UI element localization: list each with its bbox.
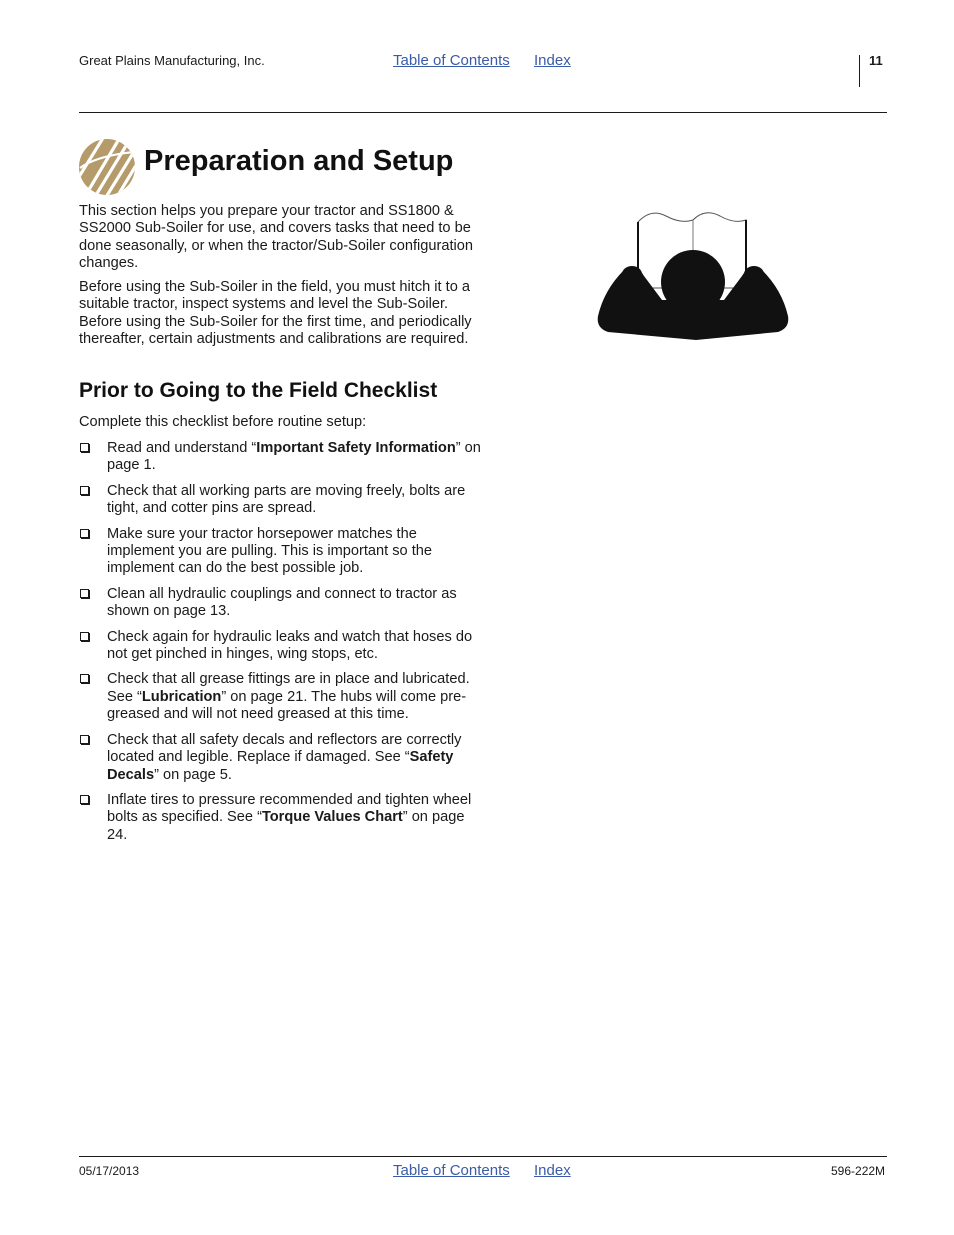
- checklist-item: Clean all hydraulic couplings and connect to tractor as shown on page 13.: [79, 586, 481, 621]
- checklist-item: Check that all safety decals and reflectors are correctly located and legible. Replace if damaged. See “Safety Decals” on page 5.: [79, 732, 481, 784]
- footer-rule: [79, 1156, 887, 1157]
- header-rule: [79, 112, 887, 113]
- footer-index-link[interactable]: Index: [534, 1162, 571, 1179]
- checkbox-icon: [80, 795, 89, 804]
- intro-paragraph-1: [79, 203, 481, 273]
- checklist: [79, 440, 481, 852]
- person-reading-manual-icon: [596, 204, 790, 342]
- checklist-item: Make sure your tractor horsepower matches the implement you are pulling. This is important so the implement can do the best possible job.: [79, 526, 481, 578]
- great-plains-logo-icon: [78, 138, 136, 196]
- footer-table-of-contents-link[interactable]: Table of Contents: [393, 1162, 510, 1179]
- intro-paragraph-2: [79, 279, 481, 349]
- checklist-item: Read and understand “Important Safety Information” on page 1.: [79, 440, 481, 475]
- checklist-item: Check that all grease fittings are in place and lubricated. See “Lubrication” on page 21. The hubs will come pre-greased and will not need greased at this time.: [79, 671, 481, 723]
- checkbox-icon: [80, 735, 89, 744]
- footer-date: 05/17/2013: [79, 1164, 140, 1178]
- paragraph-text: This section helps you prepare your tractor and SS1800 & SS2000 Sub-Soiler for use, and covers tasks that need to be done seasonally, or when the tractor/Sub-Soiler configuration changes.: [79, 203, 473, 272]
- checklist-heading: Prior to Going to the Field Checklist: [79, 379, 438, 402]
- page-title: Preparation and Setup: [144, 145, 454, 177]
- checkbox-icon: [80, 674, 89, 683]
- header-table-of-contents-link[interactable]: Table of Contents: [393, 52, 510, 69]
- checklist-item: Check again for hydraulic leaks and watch that hoses do not get pinched in hinges, wing stops, etc.: [79, 629, 481, 664]
- checkbox-icon: [80, 486, 89, 495]
- checklist-item: Inflate tires to pressure recommended and tighten wheel bolts as specified. See “Torque Values Chart” on page 24.: [79, 792, 481, 844]
- checklist-item: Check that all working parts are moving freely, bolts are tight, and cotter pins are spread.: [79, 483, 481, 518]
- page-number: 11: [869, 53, 883, 68]
- header-company-name: Great Plains Manufacturing, Inc.: [79, 53, 265, 68]
- checkbox-icon: [80, 529, 89, 538]
- checkbox-icon: [80, 632, 89, 641]
- checkbox-icon: [80, 589, 89, 598]
- paragraph-text: Before using the Sub-Soiler in the field, you must hitch it to a suitable tractor, inspect systems and level the Sub-Soiler. Before using the Sub-Soiler for the first time, and periodically thereafter, certain adjustments and calibrations are required.: [79, 279, 472, 348]
- header-divider: [859, 55, 860, 87]
- footer-document-number: 596-222M: [831, 1164, 886, 1178]
- header-index-link[interactable]: Index: [534, 52, 571, 69]
- checklist-intro: Complete this checklist before routine setup:: [79, 414, 367, 430]
- checkbox-icon: [80, 443, 89, 452]
